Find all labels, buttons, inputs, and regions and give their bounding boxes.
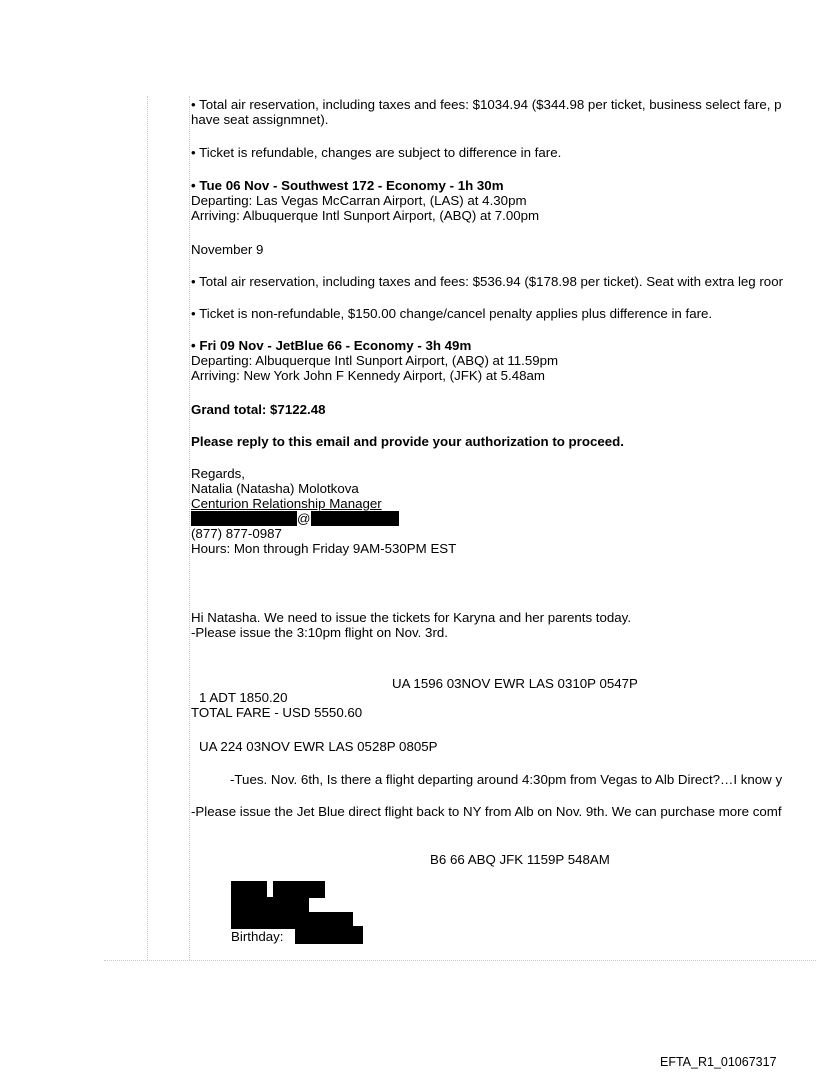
signature-email-row: [191, 511, 456, 526]
flight-1-header: • Tue 06 Nov - Southwest 172 - Economy - 1h 30m: [191, 178, 504, 193]
signature-phone: (877) 877-0987: [191, 526, 282, 541]
fare-summary-1: [191, 97, 782, 127]
reply-request-2: -Tues. Nov. 6th, Is there a flight departing around 4:30pm from Vegas to Alb Direct?…I know y: [230, 772, 783, 787]
fare-summary-1-line1: • Total air reservation, including taxes and fees: $1034.94 ($344.98 per ticket, business select fare, p: [191, 97, 782, 112]
flight-1-departing: Departing: Las Vegas McCarran Airport, (LAS) at 4.30pm: [191, 193, 527, 208]
signature-title: Centurion Relationship Manager: [191, 496, 382, 511]
itinerary-b6-66: B6 66 ABQ JFK 1159P 548AM: [430, 852, 610, 867]
signature-name: Natalia (Natasha) Molotkova: [191, 481, 359, 496]
reply-request-3: -Please issue the Jet Blue direct flight back to NY from Alb on Nov. 9th. We can purchase more comf: [191, 804, 782, 819]
flight-1-arriving: Arriving: Albuquerque Intl Sunport Airport, (ABQ) at 7.00pm: [191, 208, 540, 223]
redaction-block: [295, 926, 363, 944]
quote-divider-inner: [189, 96, 190, 960]
signature-regards: Regards,: [191, 466, 245, 481]
fare-total: TOTAL FARE - USD 5550.60: [191, 705, 363, 720]
fare-adt: 1 ADT 1850.20: [199, 690, 288, 705]
fare-summary-1-line2: have seat assignmnet).: [191, 112, 329, 127]
fare-summary-2: • Total air reservation, including taxes and fees: $536.94 ($178.98 per ticket). Seat with extra leg roor: [191, 274, 784, 289]
authorization-request: Please reply to this email and provide your authorization to proceed.: [191, 434, 624, 449]
redaction-block: [231, 897, 309, 913]
flight-2-departing: Departing: Albuquerque Intl Sunport Airport, (ABQ) at 11.59pm: [191, 353, 559, 368]
email-signature: [191, 466, 456, 556]
document-id: EFTA_R1_01067317: [660, 1055, 777, 1069]
signature-email-at: @: [297, 511, 311, 526]
itinerary-ua1596: UA 1596 03NOV EWR LAS 0310P 0547P: [392, 676, 638, 691]
flight-2-arriving: Arriving: New York John F Kennedy Airport, (JFK) at 5.48am: [191, 368, 546, 383]
reply-request-1: -Please issue the 3:10pm flight on Nov. 3rd.: [191, 625, 448, 640]
redaction-block: [191, 511, 297, 526]
redaction-block: [273, 881, 325, 898]
birthday-label: Birthday:: [231, 929, 284, 944]
section-date-nov9: November 9: [191, 242, 264, 257]
redaction-block: [231, 881, 267, 898]
refund-policy-1: • Ticket is refundable, changes are subject to difference in fare.: [191, 145, 562, 160]
refund-policy-2: • Ticket is non-refundable, $150.00 change/cancel penalty applies plus difference in fare.: [191, 306, 713, 321]
email-body: [191, 97, 816, 957]
reply-greeting-block: [191, 610, 631, 640]
signature-hours: Hours: Mon through Friday 9AM-530PM EST: [191, 541, 457, 556]
grand-total: Grand total: $7122.48: [191, 402, 326, 417]
redaction-block: [311, 511, 399, 526]
reply-greeting: Hi Natasha. We need to issue the tickets for Karyna and her parents today.: [191, 610, 632, 625]
flight-2-header: • Fri 09 Nov - JetBlue 66 - Economy - 3h 49m: [191, 338, 472, 353]
itinerary-ua224: UA 224 03NOV EWR LAS 0528P 0805P: [199, 739, 438, 754]
fare-block: [191, 690, 362, 720]
flight-jetblue-66: [191, 338, 558, 383]
flight-southwest-172: [191, 178, 539, 223]
quote-divider-outer: [147, 96, 148, 960]
